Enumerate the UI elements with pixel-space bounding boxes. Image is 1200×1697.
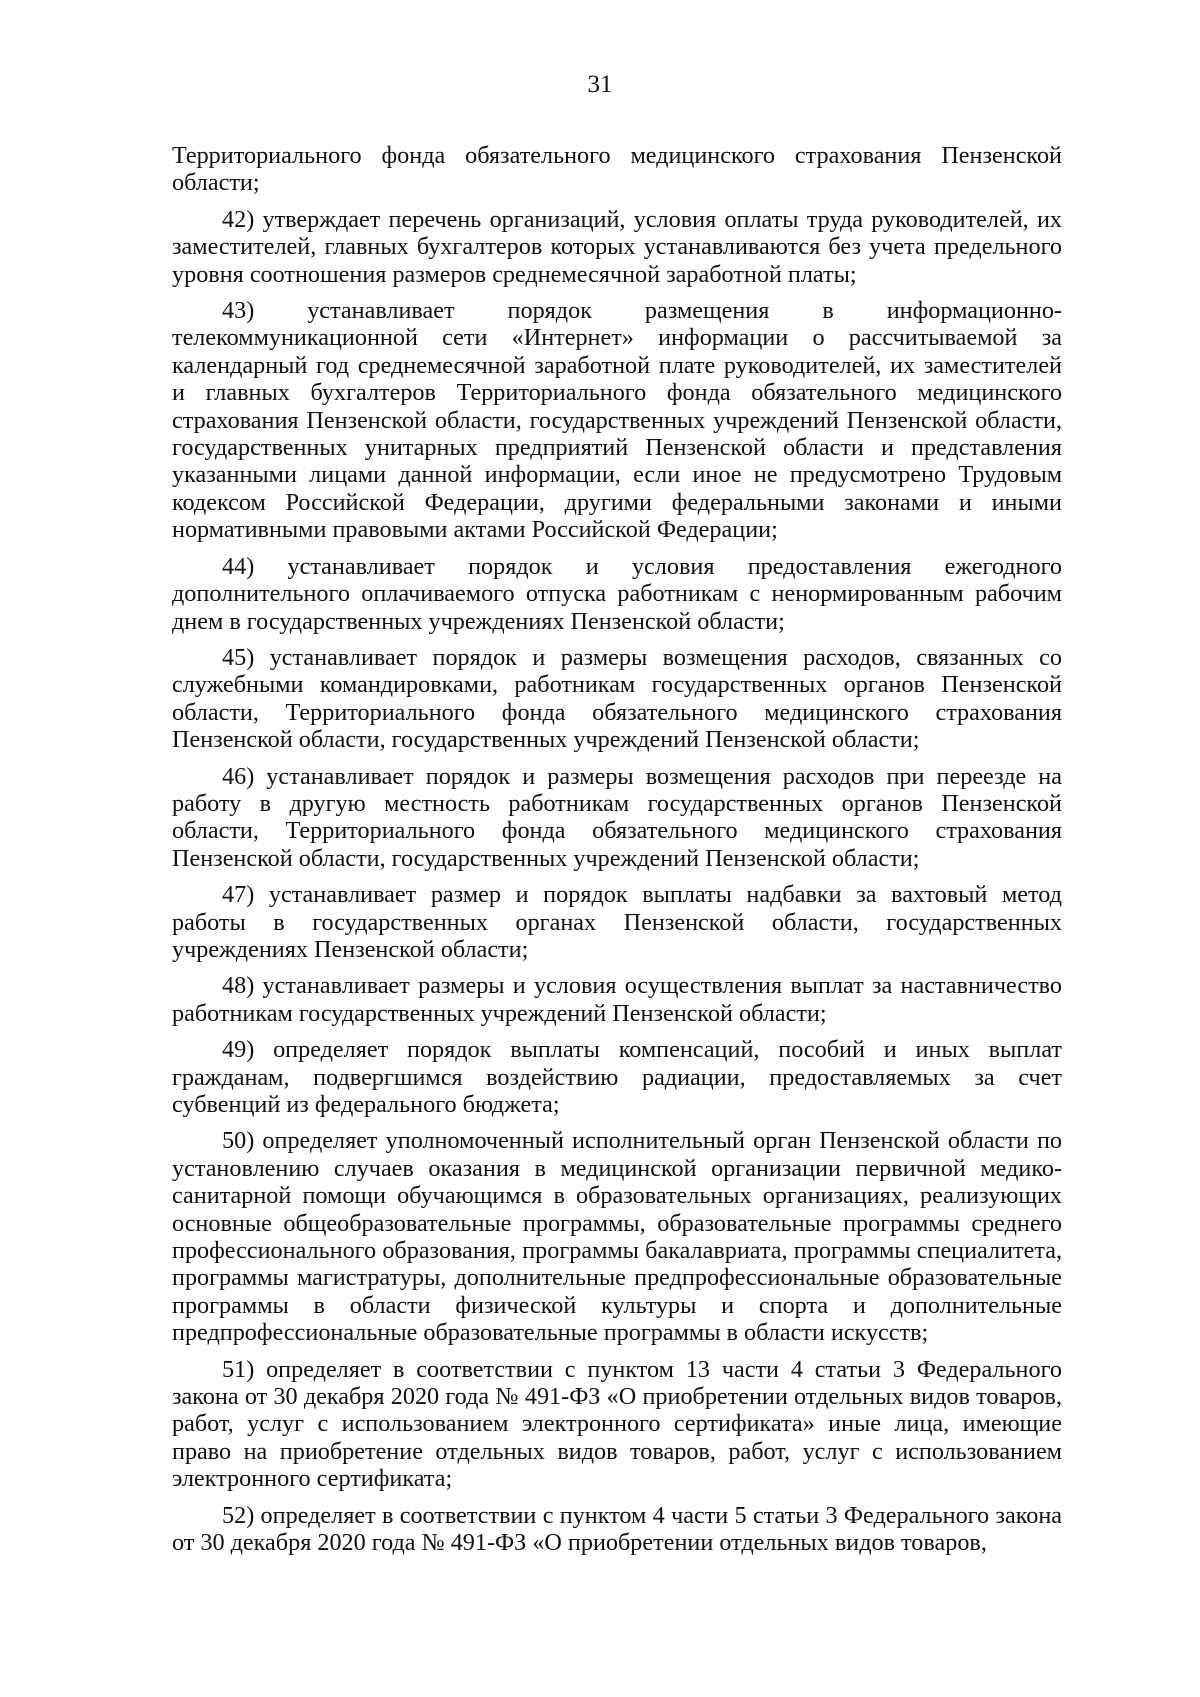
paragraph-51: 51) определяет в соответствии с пунктом 13 части 4 статьи 3 Федерального закона от 30 декабря 2020 года № 491-ФЗ «О приобретении отдельных видов товаров, работ, услуг с использованием электронного сертификата» иные лица, имеющие право на приобретение отдельных видов товаров, работ, услуг с использованием электронного сертификата;	[172, 1355, 1062, 1493]
paragraph-44: 44) устанавливает порядок и условия предоставления ежегодного дополнительного оплачиваемого отпуска работникам с ненормированным рабочим днем в государственных учреждениях Пензенской области;	[172, 552, 1062, 635]
paragraph-50: 50) определяет уполномоченный исполнительный орган Пензенской области по установлению случаев оказания в медицинской организации первичной медико-санитарной помощи обучающимся в образовательных организациях, реализующих основные общеобразовательные программы, образовательные программы среднего профессионального образования, программы бакалавриата, программы специалитета, программы магистратуры, дополнительные предпрофессиональные образовательные программы в области физической культуры и спорта и дополнительные предпрофессиональные образовательные программы в области искусств;	[172, 1127, 1062, 1347]
paragraph-41-continuation: Территориального фонда обязательного медицинского страхования Пензенской области;	[172, 142, 1062, 197]
paragraph-47: 47) устанавливает размер и порядок выплаты надбавки за вахтовый метод работы в государственных органах Пензенской области, государственных учреждениях Пензенской области;	[172, 881, 1062, 963]
paragraph-45: 45) устанавливает порядок и размеры возмещения расходов, связанных со служебными командировками, работникам государственных органов Пензенской области, Территориального фонда обязательного медицинского страхования Пензенской области, государственных учреждений Пензенской области;	[172, 643, 1062, 754]
paragraph-43: 43) устанавливает порядок размещения в информационно-телекоммуникационной сети «Интернет» информации о рассчитываемой за календарный год среднемесячной заработной плате руководителей, их заместителей и главных бухгалтеров Территориального фонда обязательного медицинского страхования Пензенской области, государственных учреждений Пензенской области, государственных унитарных предприятий Пензенской области и представления указанными лицами данной информации, если иное не предусмотрено Трудовым кодексом Российской Федерации, другими федеральными законами и иными нормативными правовыми актами Российской Федерации;	[172, 297, 1062, 544]
paragraph-49: 49) определяет порядок выплаты компенсаций, пособий и иных выплат гражданам, подвергшимся воздействию радиации, предоставляемых за счет субвенций из федерального бюджета;	[172, 1036, 1062, 1118]
paragraph-42: 42) утверждает перечень организаций, условия оплаты труда руководителей, их заместителей, главных бухгалтеров которых устанавливаются без учета предельного уровня соотношения размеров среднемесячной заработной платы;	[172, 205, 1062, 288]
paragraph-52: 52) определяет в соответствии с пунктом 4 части 5 статьи 3 Федерального закона от 30 декабря 2020 года № 491-ФЗ «О приобретении отдельных видов товаров,	[172, 1501, 1062, 1557]
page-number: 31	[587, 71, 613, 98]
document-body	[172, 142, 1062, 1566]
paragraph-46: 46) устанавливает порядок и размеры возмещения расходов при переезде на работу в другую местность работникам государственных органов Пензенской области, Территориального фонда обязательного медицинского страхования Пензенской области, государственных учреждений Пензенской области;	[172, 762, 1062, 872]
paragraph-48: 48) устанавливает размеры и условия осуществления выплат за наставничество работникам государственных учреждений Пензенской области;	[172, 972, 1062, 1027]
